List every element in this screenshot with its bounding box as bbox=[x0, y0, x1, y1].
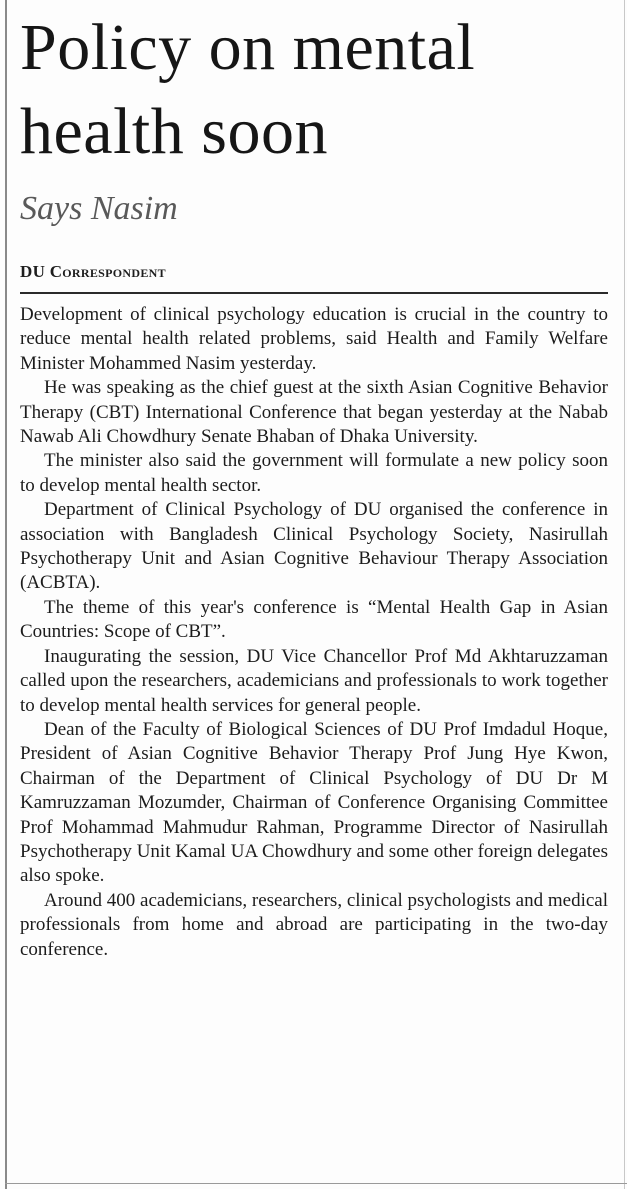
byline: DU Correspondent bbox=[20, 262, 166, 281]
column-rule-left bbox=[5, 0, 7, 1189]
byline-divider bbox=[20, 292, 608, 294]
article-paragraph: Inaugurating the session, DU Vice Chancellor Prof Md Akhtaruzzaman called upon the researchers, academicians and professionals to work together to develop mental health services for general people. bbox=[20, 645, 608, 716]
column-rule-bottom bbox=[5, 1183, 627, 1184]
article-body bbox=[20, 303, 608, 962]
article-paragraph: Around 400 academicians, researchers, clinical psychologists and medical professionals from home and abroad are participating in the two-day conference. bbox=[20, 889, 608, 960]
article-paragraph: The minister also said the government will formulate a new policy soon to develop mental health sector. bbox=[20, 450, 608, 496]
subheadline: Says Nasim bbox=[20, 190, 178, 227]
article-paragraph: Development of clinical psychology education is crucial in the country to reduce mental health related problems, said Health and Family Welfare Minister Mohammed Nasim yesterday. bbox=[20, 304, 608, 374]
article-paragraph: The theme of this year's conference is “Mental Health Gap in Asian Countries: Scope of CBT”. bbox=[20, 596, 608, 643]
headline: Policy on mental health soon bbox=[20, 11, 476, 168]
article-paragraph: Dean of the Faculty of Biological Sciences of DU Prof Imdadul Hoque, President of Asian Cognitive Behavior Therapy Prof Jung Hye Kwon, Chairman of the Department of Clinical Psychology of DU Dr M Kamruzzaman Mozumder, Chairman of Conference Organising Committee Prof Mohammad Mahmudur Rahman, Programme Director of Nasirullah Psychotherapy Unit Kamal UA Chowdhury and some other foreign delegates also spoke. bbox=[20, 718, 608, 887]
article-paragraph: He was speaking as the chief guest at the sixth Asian Cognitive Behavior Therapy (CBT) International Conference that began yesterday at the Nabab Nawab Ali Chowdhury Senate Bhaban of Dhaka University. bbox=[20, 377, 608, 448]
column-rule-right bbox=[624, 0, 625, 1189]
article-paragraph: Department of Clinical Psychology of DU organised the conference in association with Bangladesh Clinical Psychology Society, Nasirullah Psychotherapy Unit and Asian Cognitive Behaviour Therapy Association (ACBTA). bbox=[20, 499, 608, 594]
